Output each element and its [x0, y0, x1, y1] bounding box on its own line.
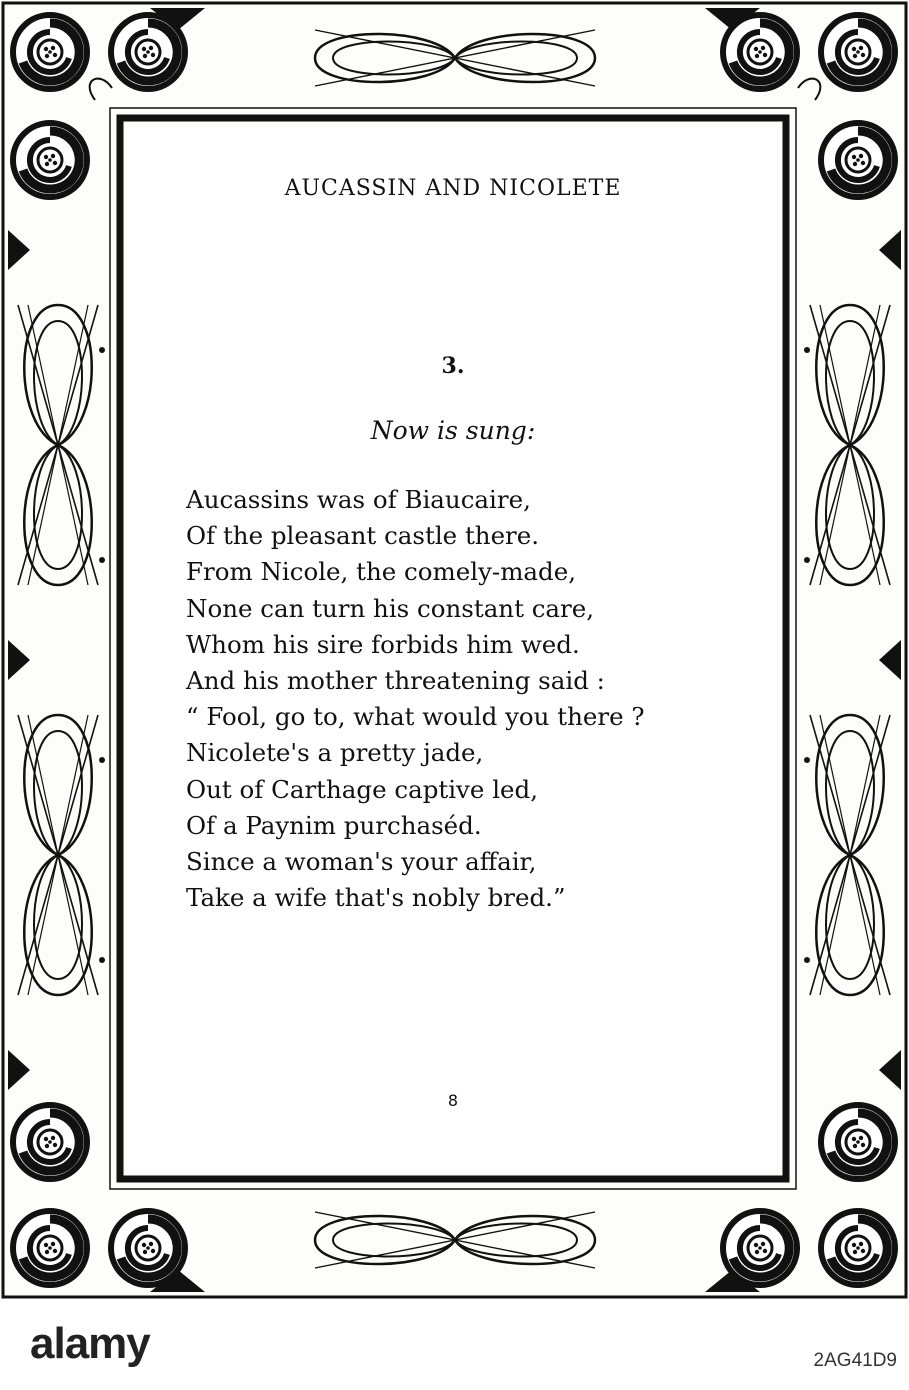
verse-line: Aucassins was of Biaucaire,	[186, 485, 531, 514]
verse-line: And his mother threatening said :	[186, 665, 605, 695]
section-intro: Now is sung:	[370, 416, 536, 445]
verse-line: Whom his sire forbids him wed.	[186, 629, 580, 659]
page-number: 8	[447, 1091, 459, 1110]
verse-line: From Nicole, the comely-made,	[186, 557, 577, 587]
verse-line: None can turn his constant care,	[186, 593, 595, 623]
verse-line: Of a Paynim purchaséd.	[186, 810, 482, 840]
svg-text:alamy: alamy	[30, 1322, 150, 1368]
verse-stanza	[186, 482, 776, 916]
verse-line: Nicolete's a pretty jade,	[186, 738, 484, 768]
verse-line: Out of Carthage captive led,	[186, 774, 538, 804]
verse-line: Of the pleasant castle there.	[186, 521, 540, 551]
text-panel	[128, 126, 778, 1171]
section-number: 3.	[441, 353, 465, 379]
image-id: 2AG41D9	[813, 1350, 897, 1371]
alamy-logo	[30, 1322, 180, 1370]
verse-line: Take a wife that's nobly bred.”	[186, 883, 566, 913]
verse-line: Since a woman's your affair,	[186, 846, 537, 876]
running-head: AUCASSIN AND NICOLETE	[284, 176, 622, 201]
verse-line: “ Fool, go to, what would you there ?	[186, 702, 645, 732]
